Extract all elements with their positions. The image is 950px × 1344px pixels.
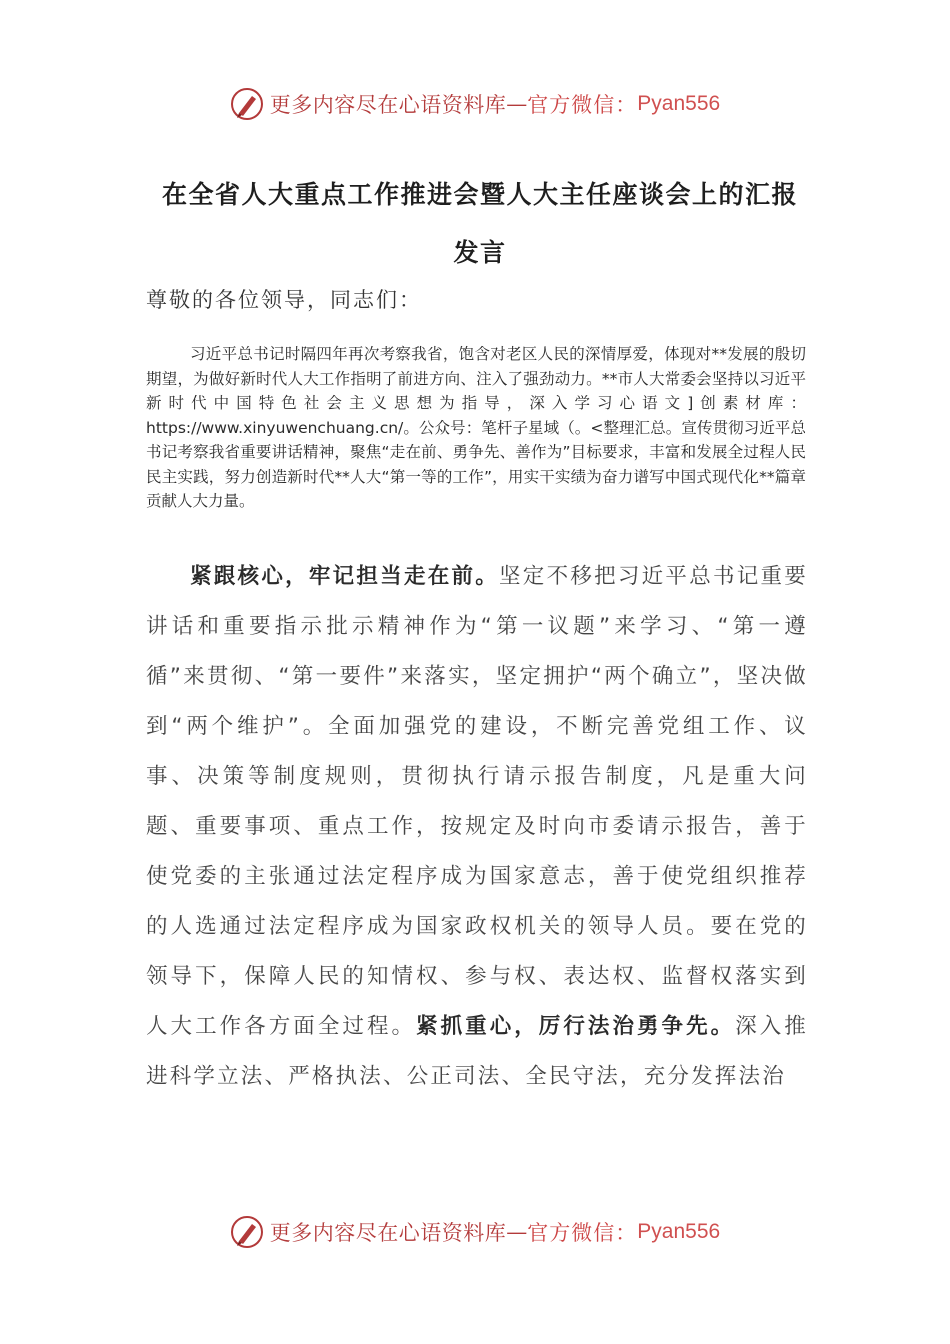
pen-logo-icon <box>230 1215 264 1249</box>
banner-wechat-id: Pyan556 <box>637 92 721 115</box>
banner-suffix: 官方微信： <box>527 1221 638 1245</box>
section-heading-2: 紧抓重心，厉行法治勇争先。 <box>416 1014 736 1039</box>
banner-dash: — <box>506 1220 528 1244</box>
pen-logo-icon <box>230 87 264 121</box>
body-paragraph <box>146 552 808 1102</box>
header-banner <box>0 84 950 124</box>
section-text-1: 坚定不移把习近平总书记重要讲话和重要指示批示精神作为“第一议题”来学习、“第一遵循”来贯彻、“第一要件”来落实，坚定拥护“两个确立”，坚决做到“两个维护”。全面加强党的建设，不断完善党组工作、议事、决策等制度规则，贯彻执行请示报告制度，凡是重大问题、重要事项、重点工作，按规定及时向市委请示报告，善于使党委的主张通过法定程序成为国家意志，善于使党组织推荐的人选通过法定程序成为国家政权机关的领导人员。要在党的领导下，保障人民的知情权、参与权、表达权、监督权落实到人大工作各方面全过程。 <box>146 564 808 1039</box>
section-text-2: 深入推进科学立法、严格执法、公正司法、全民守法，充分发挥法治 <box>146 1014 808 1089</box>
banner-brand: 更多内容尽在心语资料库 <box>269 93 507 117</box>
banner-suffix: 官方微信： <box>527 93 638 117</box>
section-heading-1: 紧跟核心，牢记担当走在前。 <box>190 564 500 589</box>
footer-banner <box>0 1212 950 1252</box>
document-title: 在全省人大重点工作推进会暨人大主任座谈会上的汇报发言 <box>161 180 798 267</box>
salutation: 尊敬的各位领导，同志们： <box>146 288 422 312</box>
banner-wechat-id: Pyan556 <box>637 1220 721 1243</box>
banner-brand: 更多内容尽在心语资料库 <box>269 1221 507 1245</box>
intro-paragraph: 习近平总书记时隔四年再次考察我省，饱含对老区人民的深情厚爱，体现对**发展的殷切期望，为做好新时代人大工作指明了前进方向、注入了强劲动力。**市人大常委会坚持以习近平新时代中国特色社会主义思想为指导，深入学习心语文]创素材库：https://www.xinyuwenchuang.cn/。公众号：笔杆子星域（。<整理汇总。宣传贯彻习近平总书记考察我省重要讲话精神，聚焦“走在前、勇争先、善作为”目标要求，丰富和发展全过程人民民主实践，努力创造新时代**人大“第一等的工作”，用实干实绩为奋力谱写中国式现代化**篇章贡献人大力量。 <box>146 345 806 510</box>
banner-dash: — <box>506 92 528 116</box>
